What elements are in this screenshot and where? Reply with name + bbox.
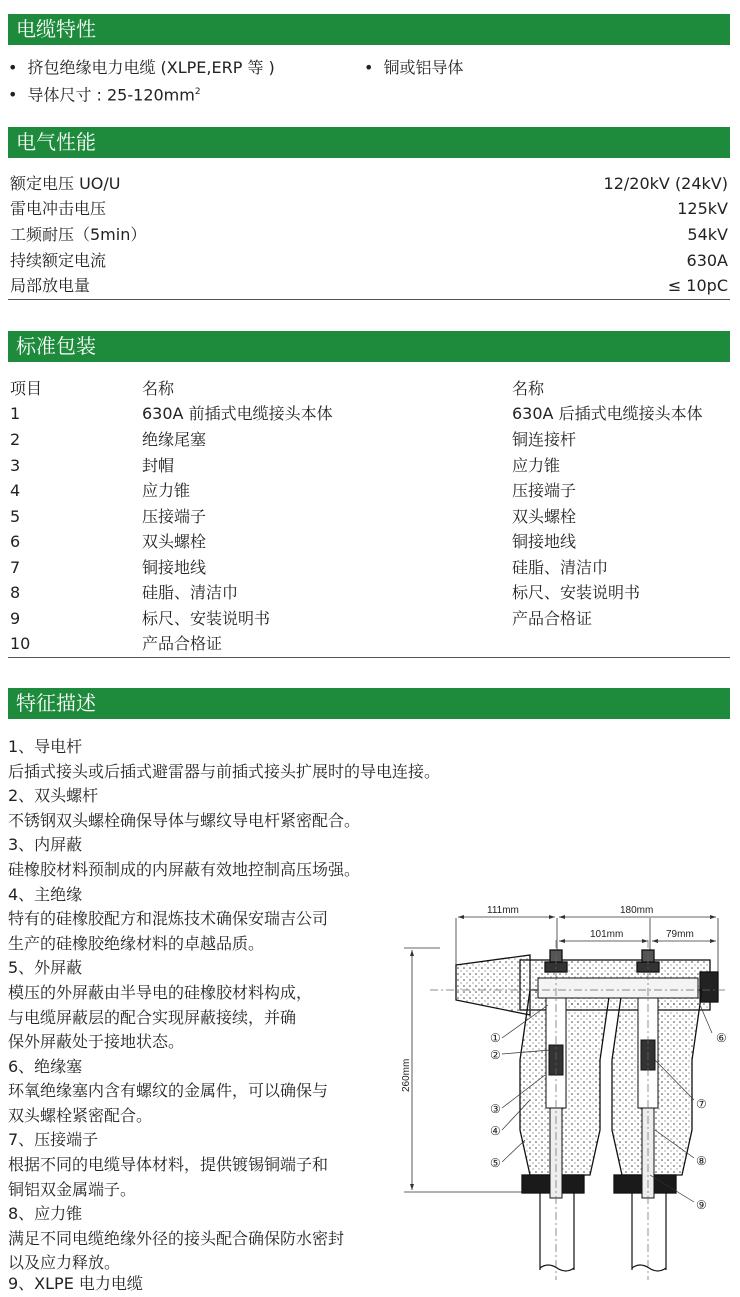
param-value: 630A — [686, 251, 728, 270]
bullet-conductor-material: • 铜或铝导体 — [364, 58, 463, 78]
dimension-label-260: 260mm — [401, 1058, 412, 1092]
table-row: 2 绝缘尾塞 铜连接杆 — [10, 430, 577, 449]
description-text: 硅橡胶材料预制成的内屏蔽有效地控制高压场强。 — [8, 860, 361, 879]
description-heading: 7、压接端子 — [8, 1130, 99, 1149]
description-heading: 5、外屏蔽 — [8, 958, 83, 977]
dimension-label-180: 180mm — [620, 905, 654, 916]
param-row — [8, 223, 730, 247]
table-row: 4 应力锥 压接端子 — [10, 481, 577, 500]
section-header-description: 特征描述 — [8, 688, 730, 719]
callout-1: ① — [490, 1031, 501, 1045]
callout-6: ⑥ — [716, 1031, 727, 1045]
description-text: 后插式接头或后插式避雷器与前插式接头扩展时的导电连接。 — [8, 762, 441, 781]
description-text: 与电缆屏蔽层的配合实现屏蔽接续，并确 — [8, 1008, 297, 1027]
description-text: 以及应力释放。 — [8, 1253, 121, 1272]
description-text: 满足不同电缆绝缘外径的接头配合确保防水密封 — [8, 1229, 345, 1248]
callout-7: ⑦ — [696, 1097, 707, 1111]
param-value: ≤ 10pC — [667, 276, 728, 295]
dimension-label-79: 79mm — [666, 929, 694, 940]
description-heading: 4、主绝缘 — [8, 885, 83, 904]
divider — [8, 657, 730, 658]
description-text: 特有的硅橡胶配方和混炼技术确保安瑞吉公司 — [8, 909, 329, 928]
param-row — [8, 249, 730, 273]
param-row — [8, 172, 730, 196]
dimension-label-111: 111mm — [487, 905, 519, 916]
table-row: 3 封帽 应力锥 — [10, 456, 561, 475]
description-text: 保外屏蔽处于接地状态。 — [8, 1032, 185, 1051]
description-heading: 2、双头螺杆 — [8, 786, 99, 805]
cable-connector-drawing — [390, 895, 735, 1290]
param-value: 54kV — [687, 225, 728, 244]
description-heading: 6、绝缘塞 — [8, 1057, 83, 1076]
table-row: 5 压接端子 双头螺栓 — [10, 507, 577, 526]
param-label: 雷电冲击电压 — [10, 199, 107, 218]
description-heading: 8、应力锥 — [8, 1204, 83, 1223]
table-header-row — [8, 376, 730, 401]
callout-4: ④ — [490, 1124, 501, 1138]
section-header-electrical: 电气性能 — [8, 127, 730, 158]
description-heading: 3、内屏蔽 — [8, 835, 83, 854]
column-header-item: 项目 — [10, 379, 43, 398]
table-row: 8 硅脂、清洁巾 标尺、安装说明书 — [10, 583, 641, 602]
table-row: 9 标尺、安装说明书 产品合格证 — [10, 609, 593, 628]
table-row: 1 630A 前插式电缆接头本体 630A 后插式电缆接头本体 — [10, 404, 703, 423]
callout-2: ② — [490, 1048, 501, 1062]
divider — [8, 299, 730, 300]
param-label: 持续额定电流 — [10, 251, 107, 270]
description-text: 铜铝双金属端子。 — [8, 1180, 137, 1199]
callout-5: ⑤ — [490, 1156, 501, 1170]
param-label: 局部放电量 — [10, 276, 91, 295]
description-heading: 1、导电杆 — [8, 737, 83, 756]
callout-9: ⑨ — [696, 1198, 707, 1212]
param-row — [8, 197, 730, 221]
param-label: 工频耐压（5min） — [10, 225, 147, 244]
section-header-packaging: 标准包装 — [8, 331, 730, 362]
param-value: 12/20kV (24kV) — [603, 174, 728, 193]
description-text: 双头螺栓紧密配合。 — [8, 1106, 153, 1125]
cable-ends — [540, 1193, 666, 1271]
description-text: 根据不同的电缆导体材料，提供镀锡铜端子和 — [8, 1155, 329, 1174]
param-value: 125kV — [677, 199, 728, 218]
description-text: 模压的外屏蔽由半导电的硅橡胶材料构成， — [8, 983, 313, 1002]
callout-8: ⑧ — [696, 1154, 707, 1168]
param-row — [8, 274, 730, 298]
dimension-label-101: 101mm — [590, 929, 624, 940]
bullet-cable-type: • 挤包绝缘电力电缆 (XLPE,ERP 等 ) — [8, 58, 275, 78]
callout-3: ③ — [490, 1102, 501, 1116]
column-header-name-rear: 名称 — [512, 379, 545, 398]
description-text: 生产的硅橡胶绝缘材料的卓越品质。 — [8, 934, 265, 953]
description-text: 不锈钢双头螺栓确保导体与螺纹导电杆紧密配合。 — [8, 811, 361, 830]
table-row: 6 双头螺栓 铜接地线 — [10, 532, 577, 551]
description-heading: 9、XLPE 电力电缆 — [8, 1274, 143, 1293]
column-header-name-front: 名称 — [142, 379, 175, 398]
description-text: 环氧绝缘塞内含有螺纹的金属件，可以确保与 — [8, 1081, 329, 1100]
table-row: 7 铜接地线 硅脂、清洁巾 — [10, 558, 609, 577]
table-row: 10 产品合格证 — [10, 634, 223, 653]
section-header-cable-features: 电缆特性 — [8, 14, 730, 45]
param-label: 额定电压 UO/U — [10, 174, 121, 193]
bullet-conductor-size: • 导体尺寸 : $25-120mm^2$ — [8, 82, 201, 105]
